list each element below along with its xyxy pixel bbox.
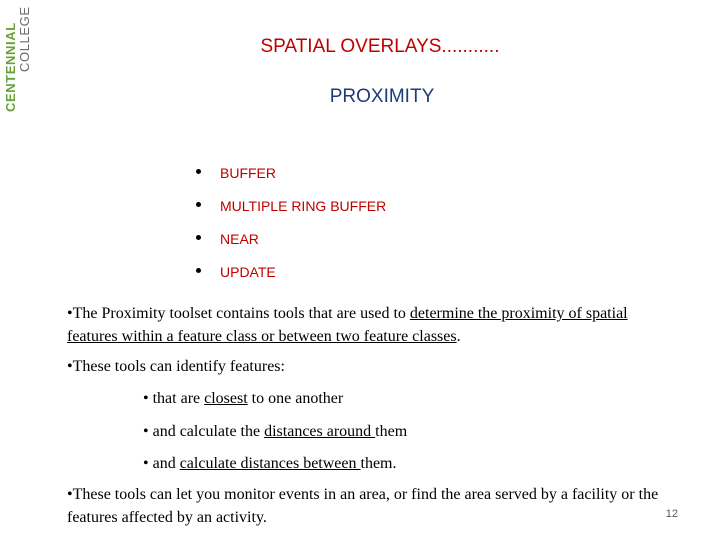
tool-list-item-label: UPDATE [220,263,276,280]
tool-list-item-label: MULTIPLE RING BUFFER [220,197,387,214]
paragraph-text: . [456,328,461,345]
underlined-text: determine the proximity of spatial features within a feature class or between two feature classes [67,305,628,345]
tool-list-item [196,156,386,189]
sub-bullet-text: • and [143,455,180,472]
sub-bullet-text: them. [360,455,397,472]
sub-bullet-text: them [375,423,408,440]
sub-bullet-text: • that are [143,390,205,407]
tool-list-item [196,222,386,255]
underlined-text: calculate distances between [179,455,361,472]
page-number: 12 [665,508,678,520]
paragraph-toolset-description [67,302,667,348]
bullet-icon [196,202,201,207]
underlined-text: closest [204,390,248,407]
tool-list [196,156,386,288]
tool-list-item-label: BUFFER [220,164,276,181]
paragraph-text: •The Proximity toolset contains tools that are used to [67,305,410,322]
paragraph-identify-features: •These tools can identify features: [67,358,285,375]
bullet-icon [196,235,201,240]
tool-list-item [196,189,386,222]
bullet-icon [196,169,201,174]
tool-list-item [196,255,386,288]
sub-bullet-distances-around [143,420,407,443]
underlined-text: distances around [264,423,376,440]
tool-list-item-label: NEAR [220,230,259,247]
logo-text-college: COLLEGE [17,6,32,72]
sub-bullet-closest [143,387,343,410]
sub-bullet-text: • and calculate the [143,423,265,440]
sub-bullet-distances-between [143,452,397,475]
logo-text-centennial: CENTENNIAL [3,22,18,112]
paragraph-monitor-events: •These tools can let you monitor events in an area, or find the area served by a facility or the features affected by an activity. [67,486,659,526]
bullet-icon [196,268,201,273]
slide-subtitle: PROXIMITY [329,86,435,107]
sub-bullet-text: to one another [247,390,344,407]
slide-title: SPATIAL OVERLAYS........... [260,36,500,57]
